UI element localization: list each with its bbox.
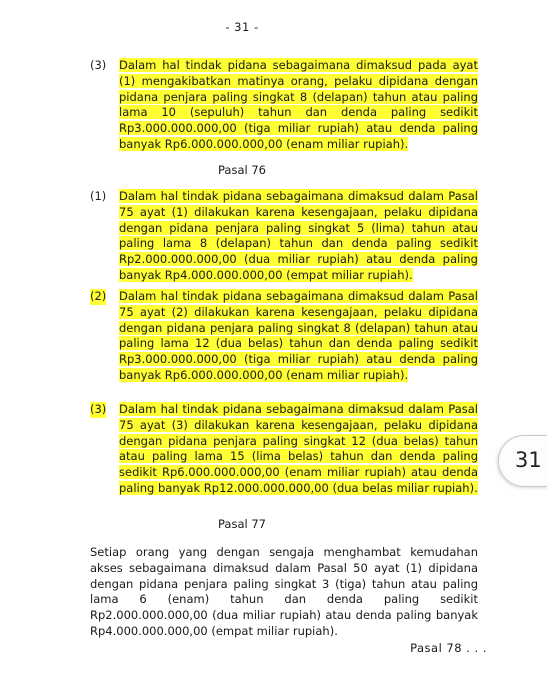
pasal-77-text: Setiap orang yang dengan sengaja menghambat kemudahan akses sebagaimana dimaksud dalam Pasal 50 ayat (1) dipidana dengan pidana penjara paling singkat 3 (tiga) tahun atau paling lama 6 (enam) tahun dan denda paling sedikit Rp2.000.000.000,00 (dua miliar rupiah) atau denda paling banyak Rp4.000.000.000,00 (empat miliar rupiah). — [90, 545, 478, 638]
ayat-number: (2) — [90, 289, 107, 303]
heading-pasal-76: Pasal 76 — [218, 163, 266, 177]
ayat-text: Dalam hal tindak pidana sebagaimana dimaksud pada ayat (1) mengakibatkan matinya orang, pelaku dipidana dengan pidana penjara paling singkat 8 (delapan) tahun atau paling lama 10 (sepuluh) tahun dan denda paling sedikit Rp3.000.000.000,00 (tiga miliar rupiah) atau denda paling banyak Rp6.000.000.000,00 (enam miliar rupiah). — [119, 58, 478, 151]
ayat-text: Dalam hal tindak pidana sebagaimana dimaksud dalam Pasal 75 ayat (2) dilakukan karena kesengajaan, pelaku dipidana dengan pidana penjara paling singkat 8 (delapan) tahun atau paling lama 12 (dua belas) tahun dan denda paling sedikit Rp3.000.000.000,00 (tiga miliar rupiah) atau denda paling banyak Rp6.000.000.000,00 (enam miliar rupiah). — [119, 289, 478, 382]
page-number-header: - 31 - — [225, 20, 259, 34]
ayat-number: (3) — [90, 402, 107, 416]
page-number-tab[interactable] — [498, 435, 547, 487]
ayat-text: Dalam hal tindak pidana sebagaimana dimaksud dalam Pasal 75 ayat (1) dilakukan karena kesengajaan, pelaku dipidana dengan pidana penjara paling singkat 5 (lima) tahun atau paling lama 8 (delapan) tahun dan denda paling sedikit Rp2.000.000.000,00 (dua miliar rupiah) atau denda paling banyak Rp4.000.000.000,00 (empat miliar rupiah). — [119, 189, 478, 282]
ayat-number: (3) — [90, 58, 107, 72]
next-page-reference: Pasal 78 . . . — [410, 641, 487, 655]
page-number-tab-label: 31 — [515, 448, 542, 472]
ayat-number: (1) — [90, 189, 107, 203]
heading-pasal-77: Pasal 77 — [218, 517, 266, 531]
ayat-text: Dalam hal tindak pidana sebagaimana dimaksud dalam Pasal 75 ayat (3) dilakukan karena kesengajaan, pelaku dipidana dengan pidana penjara paling singkat 12 (dua belas) tahun atau paling lama 15 (lima belas) tahun dan denda paling sedikit Rp6.000.000.000,00 (enam miliar rupiah) atau denda paling banyak Rp12.000.000.000,00 (dua belas miliar rupiah). — [119, 402, 478, 495]
